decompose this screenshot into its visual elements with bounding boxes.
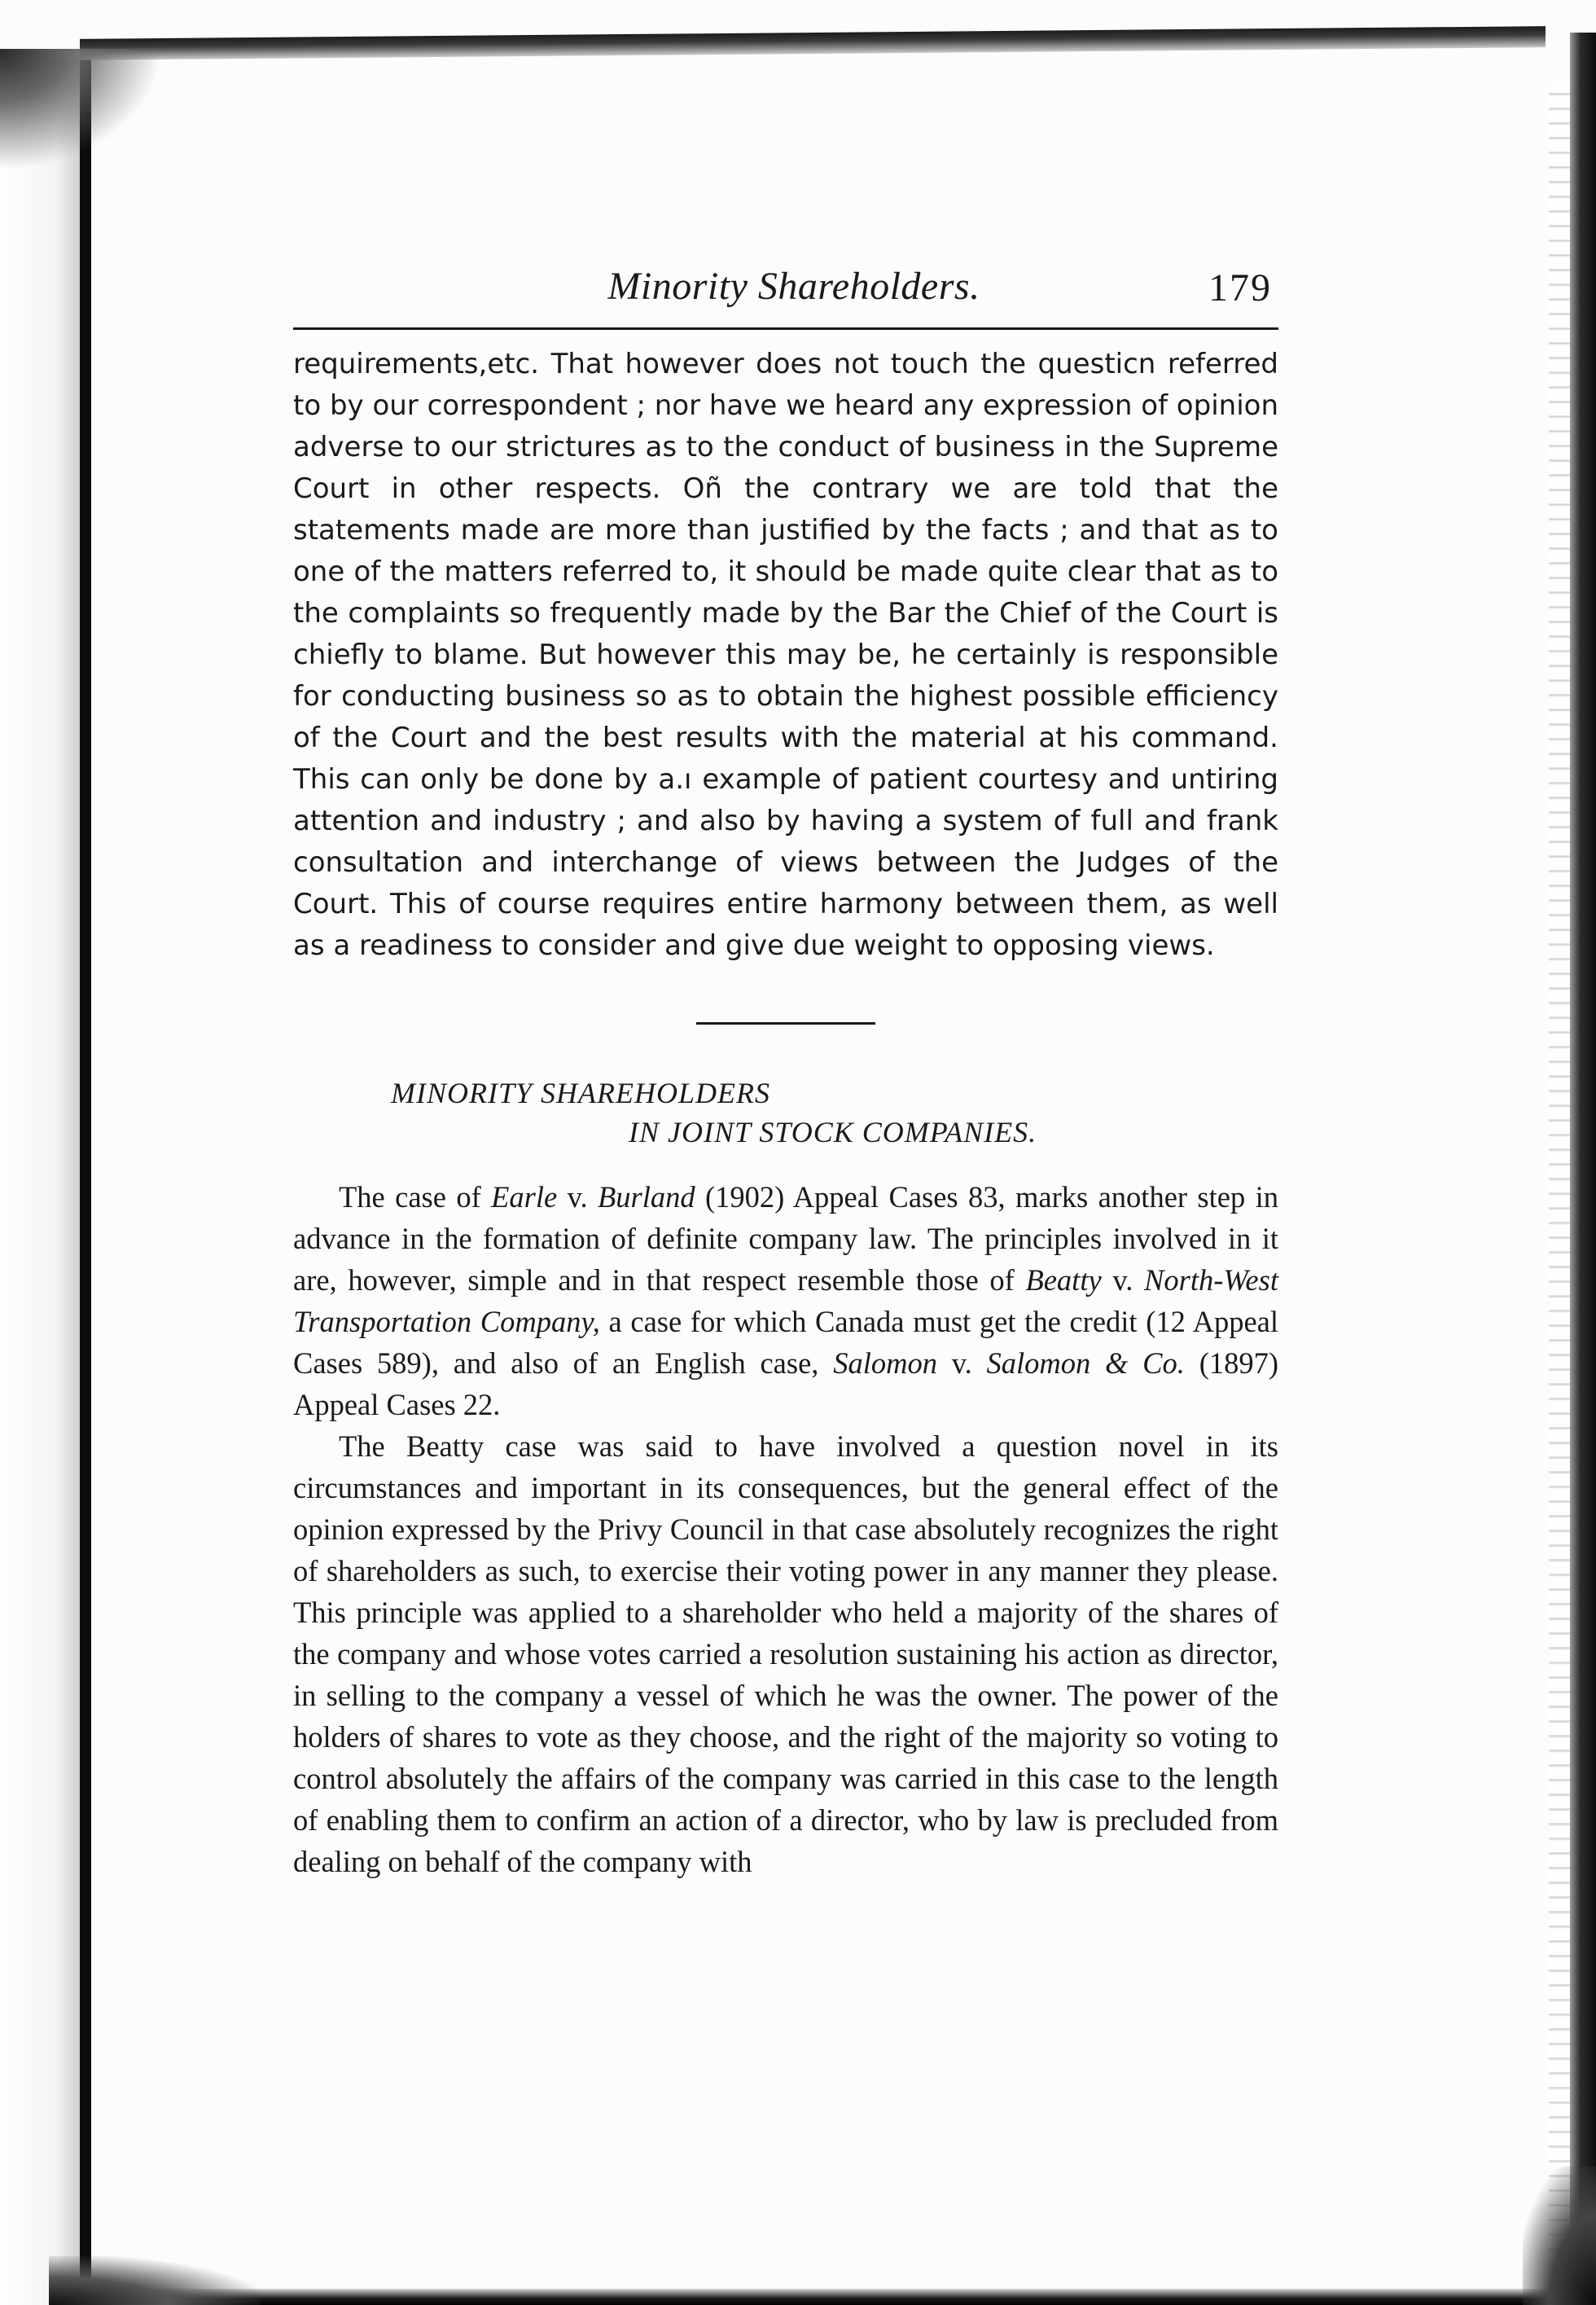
text-run: The case of (339, 1180, 492, 1214)
section-heading-line1: MINORITY SHAREHOLDERS (391, 1077, 770, 1109)
scan-left-shadow (0, 49, 80, 2305)
scan-left-border (80, 49, 91, 2305)
running-head (293, 261, 1278, 326)
section-heading-line2: IN JOINT STOCK COMPANIES. (629, 1116, 1037, 1148)
page-number: 179 (1208, 266, 1272, 310)
scan-bottom-left-smudge (49, 2256, 261, 2305)
text-run: (1902) Appeal Cases 83, marks another step in advance in the formation of definite company law. The principles involved in it are, however, simple and in that respect resemble those of (293, 1180, 1278, 1297)
scan-corner-smudge (0, 49, 163, 171)
running-head-title: Minority Shareholders. (607, 265, 980, 308)
scan-top-border (80, 26, 1546, 60)
section-paragraph-1 (293, 1176, 1278, 1425)
scan-right-border (1570, 33, 1596, 2305)
section-heading (293, 1073, 1278, 1152)
text-run: v. (557, 1180, 598, 1214)
case-name-salomon: Salomon (833, 1346, 937, 1380)
section-divider (696, 1022, 875, 1025)
case-name-beatty: Beatty (1025, 1263, 1102, 1297)
text-run: v. (936, 1346, 987, 1380)
section-paragraph-2: The Beatty case was said to have involved a question novel in its circumstances and important in its consequences, but the general effect of the opinion expressed by the Privy Council in that case absolutely recognizes the right of shareholders as such, to exercise their voting power in any manner they please. This principle was applied to a shareholder who held a majority of the shares of the company and whose votes carried a resolution sustaining his action as director, in selling to the company a vessel of which he was the owner. The power of the holders of shares to vote as they choose, and the right of the majority so voting to control absolutely the affairs of the company was carried in this case to the length of enabling them to confirm an action of a director, who by law is precluded from dealing on behalf of the company with (293, 1429, 1278, 1878)
page-content (293, 261, 1278, 1882)
case-name-earle: Earle (491, 1180, 558, 1214)
scan-bottom-border (80, 2289, 1570, 2305)
text-run: v. (1101, 1263, 1145, 1297)
header-rule (293, 327, 1278, 330)
case-name-north-west: North-West Transportation Company, (293, 1263, 1278, 1338)
scan-bottom-right-smudge (1523, 2167, 1596, 2305)
case-name-salomon-co: Salomon & Co. (986, 1346, 1185, 1380)
text-run: a case for which Canada must get the credit (12 Appeal Cases 589), and also of an English case, (293, 1305, 1278, 1380)
case-name-burland: Burland (597, 1180, 695, 1214)
section-body (293, 1176, 1278, 1882)
body-text (293, 344, 1278, 967)
text-run: (1897) Appeal Cases 22. (293, 1346, 1279, 1421)
paragraph-continued: requirements,etc. That however does not touch the questicn referred to by our correspondent ; nor have we heard any expression of opinion adverse to our strictures as to the conduct of business in the Supreme Court in other respects. Oñ the contrary we are told that the statements made are more than justified by the facts ; and that as to one of the matters referred to, it should be made quite clear that as to the complaints so frequently made by the Bar the Chief of the Court is chiefly to blame. But however this may be, he certainly is responsible for conducting business so as to obtain the highest possible efficiency of the Court and the best results with the material at his command. This can only be done by a.ı example of patient courtesy and untiring attention and industry ; and also by having a system of full and frank consultation and interchange of views between the Judges of the Court. This of course requires entire harmony between them, as well as a readiness to consider and give due weight to opposing views. (293, 348, 1278, 962)
scan-right-specks (1549, 81, 1570, 2281)
